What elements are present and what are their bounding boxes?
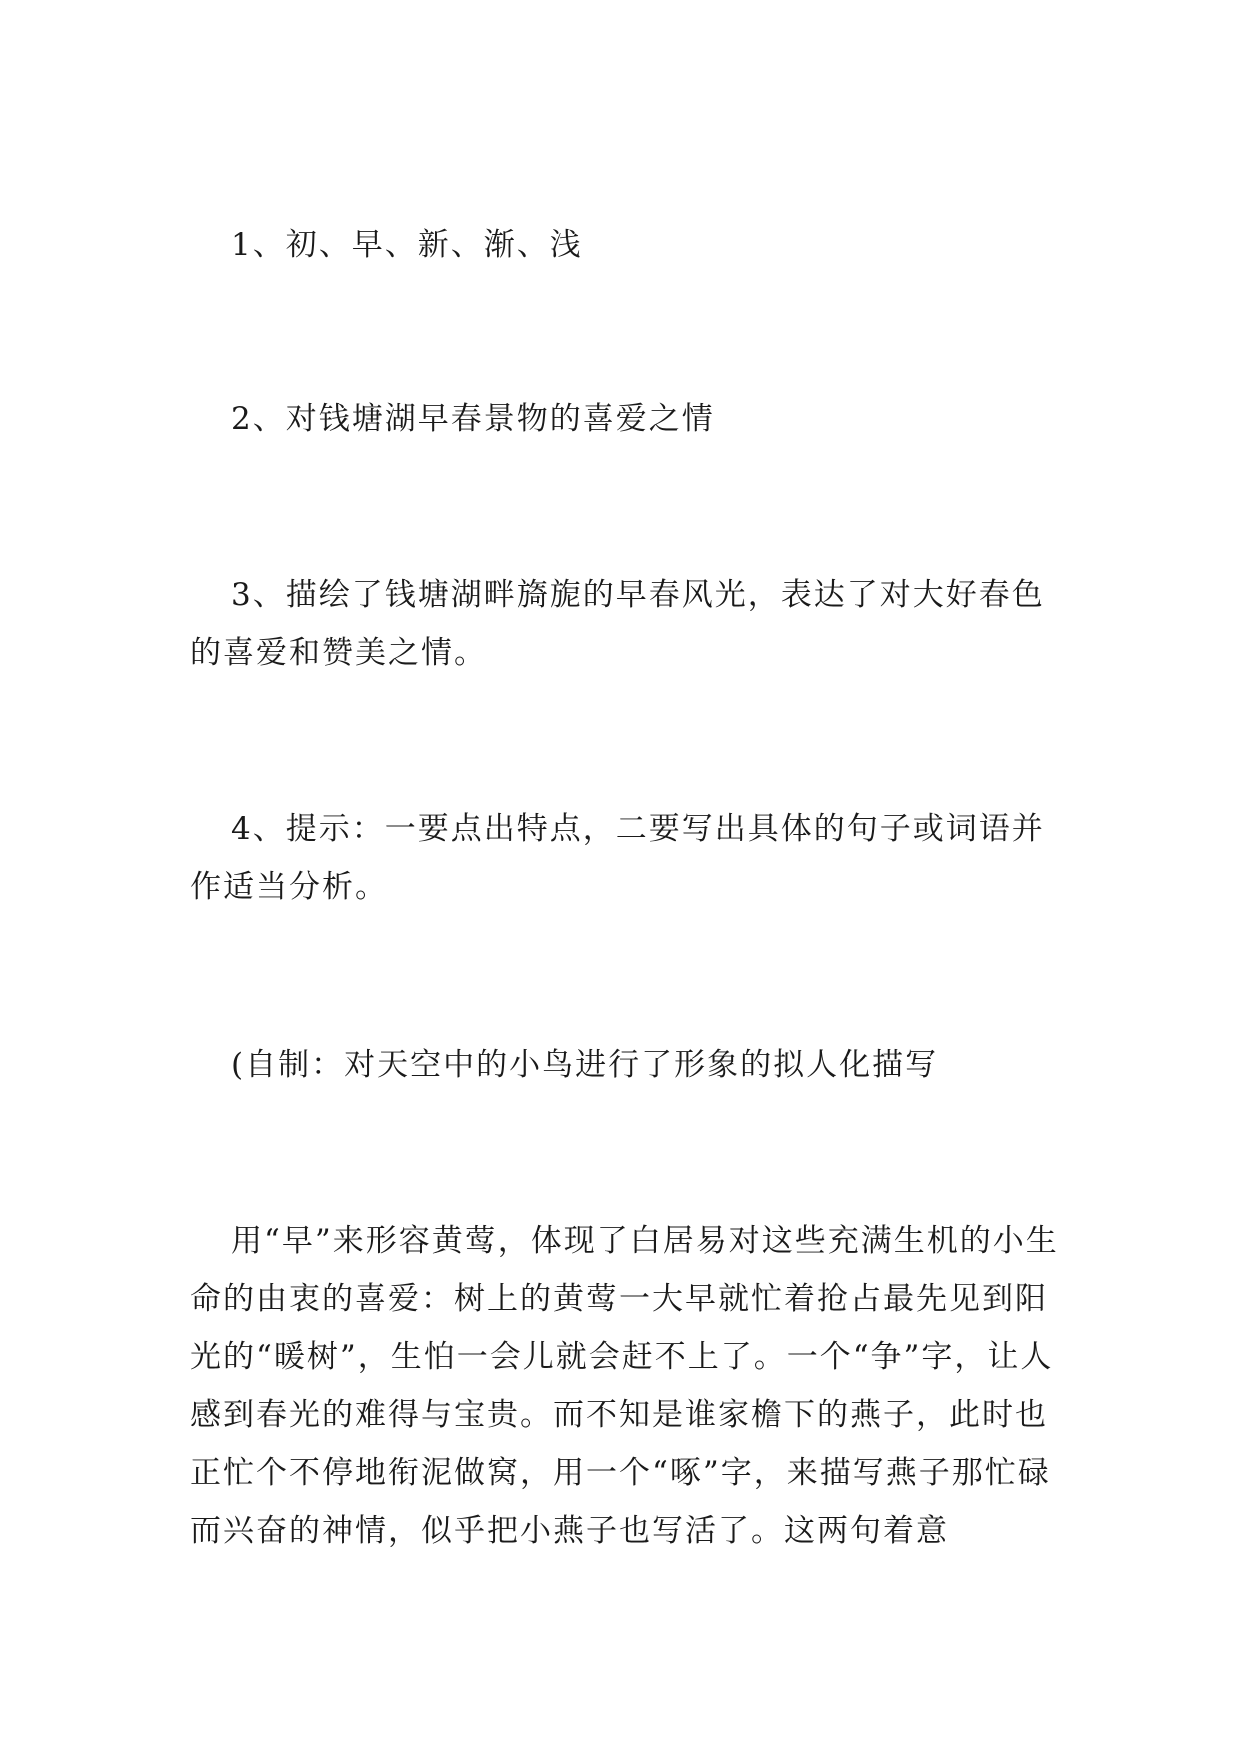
answer-1: 1、初、早、新、渐、浅 [231, 227, 583, 263]
self-made-note: (自制：对天空中的小鸟进行了形象的拟人化描写 [231, 1047, 939, 1083]
answer-3: 3、描绘了钱塘湖畔旖旎的早春风光，表达了对大好春色的喜爱和赞美之情。 [190, 577, 1045, 671]
answer-2: 2、对钱塘湖早春景物的喜爱之情 [231, 401, 715, 437]
answer-4: 4、提示：一要点出特点，二要写出具体的句子或词语并作适当分析。 [190, 811, 1045, 905]
analysis-paragraph: 用“早”来形容黄莺，体现了白居易对这些充满生机的小生命的由衷的喜爱：树上的黄莺一大早就忙着抢占最先见到阳光的“暖树”，生怕一会儿就会赶不上了。一个“争”字，让人感到春光的难得与宝贵。而不知是谁家檐下的燕子，此时也正忙个不停地衔泥做窝，用一个“啄”字，来描写燕子那忙碌而兴奋的神情，似乎把小燕子也写活了。这两句着意 [190, 1223, 1059, 1549]
